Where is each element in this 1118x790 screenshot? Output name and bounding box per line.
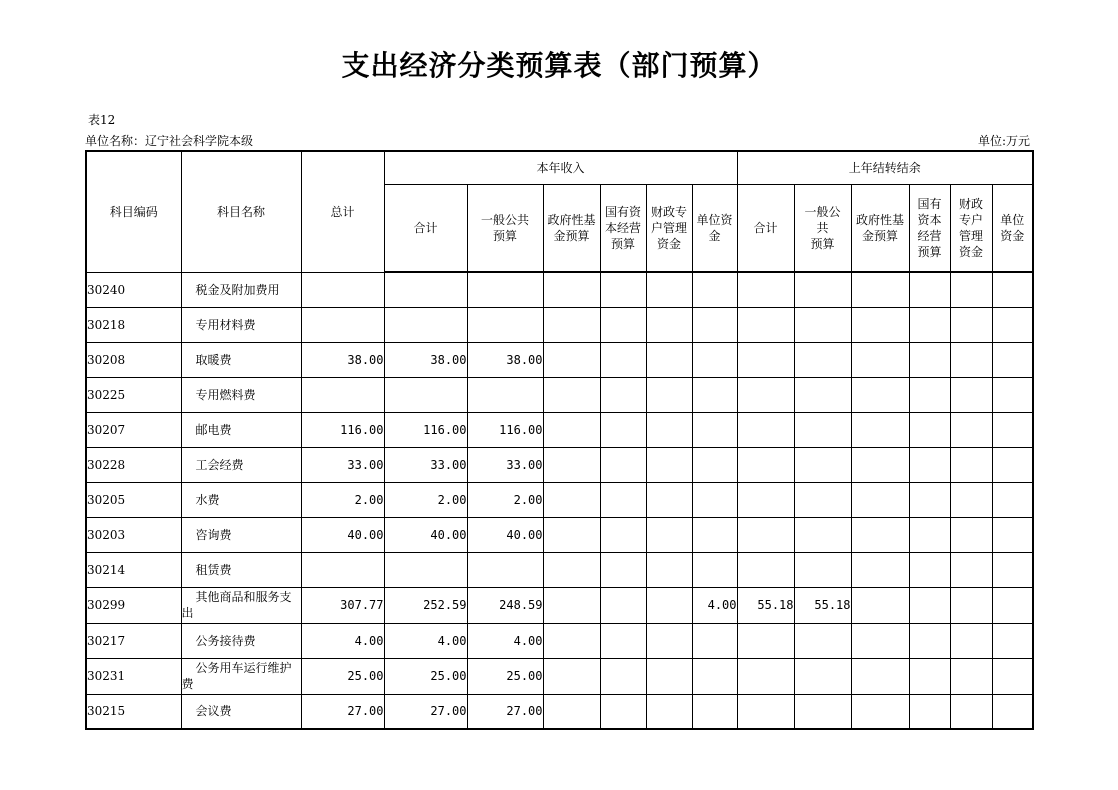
- row-current-value: [600, 587, 646, 623]
- row-carryover-value: [992, 694, 1033, 729]
- row-total: 25.00: [301, 658, 384, 694]
- row-current-value: [646, 377, 692, 412]
- table-row: [86, 342, 1033, 377]
- row-current-value: [692, 412, 737, 447]
- header-current-year-income: 本年收入: [384, 151, 737, 184]
- row-carryover-value: [909, 272, 950, 307]
- row-name: 工会经费: [195, 457, 244, 472]
- row-total: 27.00: [301, 694, 384, 729]
- row-total: 40.00: [301, 517, 384, 552]
- row-name-cell: [181, 342, 301, 377]
- row-carryover-value: [950, 342, 992, 377]
- row-current-value: [543, 552, 600, 587]
- row-current-value: [600, 658, 646, 694]
- table-row: [86, 482, 1033, 517]
- row-carryover-value: [909, 694, 950, 729]
- row-current-value: [543, 482, 600, 517]
- row-current-value: [692, 552, 737, 587]
- row-carryover-value: 55.18: [794, 587, 851, 623]
- row-carryover-value: [794, 272, 851, 307]
- row-carryover-value: [950, 482, 992, 517]
- row-carryover-value: [737, 412, 794, 447]
- row-current-value: 38.00: [384, 342, 467, 377]
- row-name-cell: [181, 482, 301, 517]
- row-carryover-value: [794, 482, 851, 517]
- row-carryover-value: [851, 517, 909, 552]
- budget-table: [85, 150, 1034, 730]
- row-carryover-value: [992, 342, 1033, 377]
- row-current-value: 4.00: [692, 587, 737, 623]
- row-name-cell: [181, 694, 301, 729]
- header-current-col: 财政专 户管理 资金: [646, 184, 692, 272]
- row-current-value: [646, 272, 692, 307]
- row-carryover-value: [992, 552, 1033, 587]
- row-carryover-value: [737, 482, 794, 517]
- row-current-value: [646, 412, 692, 447]
- row-current-value: [600, 517, 646, 552]
- row-name: 税金及附加费用: [195, 282, 280, 297]
- header-current-col: 一般公共 预算: [467, 184, 543, 272]
- row-carryover-value: [794, 552, 851, 587]
- row-name: 咨询费: [195, 527, 232, 542]
- row-carryover-value: [737, 552, 794, 587]
- row-carryover-value: [950, 587, 992, 623]
- row-name: 邮电费: [195, 422, 232, 437]
- row-current-value: 2.00: [467, 482, 543, 517]
- row-name-cell: [181, 552, 301, 587]
- row-code: 30207: [86, 412, 181, 447]
- row-current-value: [543, 694, 600, 729]
- table-row: [86, 447, 1033, 482]
- row-carryover-value: [794, 517, 851, 552]
- row-carryover-value: [909, 447, 950, 482]
- header-carryover-col: 合计: [737, 184, 794, 272]
- row-code: 30299: [86, 587, 181, 623]
- row-carryover-value: [992, 623, 1033, 658]
- row-current-value: [600, 307, 646, 342]
- row-current-value: [646, 482, 692, 517]
- row-carryover-value: [909, 517, 950, 552]
- row-current-value: [384, 272, 467, 307]
- row-current-value: 4.00: [384, 623, 467, 658]
- header-prior-year-carryover: 上年结转结余: [737, 151, 1033, 184]
- row-code: 30208: [86, 342, 181, 377]
- row-carryover-value: [950, 447, 992, 482]
- row-carryover-value: [737, 377, 794, 412]
- row-total: 307.77: [301, 587, 384, 623]
- row-carryover-value: [992, 658, 1033, 694]
- row-current-value: [600, 552, 646, 587]
- row-name: 公务用车运行维护费: [181, 661, 292, 691]
- row-current-value: [600, 377, 646, 412]
- row-current-value: 248.59: [467, 587, 543, 623]
- header-carryover-col: 单位 资金: [992, 184, 1033, 272]
- row-name: 专用材料费: [195, 317, 256, 332]
- row-name: 专用燃料费: [195, 387, 256, 402]
- row-carryover-value: [737, 623, 794, 658]
- row-current-value: [692, 694, 737, 729]
- header-current-col: 国有资 本经营 预算: [600, 184, 646, 272]
- row-total: [301, 272, 384, 307]
- row-carryover-value: [851, 552, 909, 587]
- row-current-value: 116.00: [384, 412, 467, 447]
- row-name-cell: [181, 658, 301, 694]
- header-carryover-col: 政府性基 金预算: [851, 184, 909, 272]
- row-name-cell: [181, 517, 301, 552]
- row-code: 30214: [86, 552, 181, 587]
- row-current-value: [646, 307, 692, 342]
- row-current-value: 4.00: [467, 623, 543, 658]
- row-current-value: [692, 272, 737, 307]
- row-name-cell: [181, 412, 301, 447]
- row-carryover-value: [851, 412, 909, 447]
- row-name-cell: [181, 623, 301, 658]
- row-current-value: [543, 342, 600, 377]
- row-total: [301, 307, 384, 342]
- header-name: 科目名称: [181, 151, 301, 272]
- row-current-value: [692, 623, 737, 658]
- row-total: 38.00: [301, 342, 384, 377]
- row-current-value: [600, 482, 646, 517]
- row-current-value: [646, 587, 692, 623]
- row-current-value: [646, 658, 692, 694]
- row-current-value: [543, 517, 600, 552]
- row-carryover-value: [851, 482, 909, 517]
- row-carryover-value: [909, 552, 950, 587]
- row-carryover-value: [737, 342, 794, 377]
- row-current-value: [692, 482, 737, 517]
- row-carryover-value: [851, 307, 909, 342]
- row-carryover-value: [950, 272, 992, 307]
- row-total: [301, 377, 384, 412]
- row-carryover-value: [851, 587, 909, 623]
- row-current-value: [543, 447, 600, 482]
- row-current-value: [646, 342, 692, 377]
- row-name-cell: [181, 272, 301, 307]
- row-carryover-value: [950, 552, 992, 587]
- row-current-value: [600, 272, 646, 307]
- row-carryover-value: [737, 658, 794, 694]
- row-carryover-value: [950, 623, 992, 658]
- row-carryover-value: [950, 377, 992, 412]
- row-current-value: 27.00: [384, 694, 467, 729]
- row-total: [301, 552, 384, 587]
- row-current-value: [543, 658, 600, 694]
- row-carryover-value: [992, 447, 1033, 482]
- table-row: [86, 517, 1033, 552]
- row-current-value: [384, 307, 467, 342]
- row-name: 租赁费: [195, 562, 232, 577]
- row-carryover-value: [737, 307, 794, 342]
- row-carryover-value: [794, 694, 851, 729]
- row-current-value: [467, 307, 543, 342]
- row-current-value: 2.00: [384, 482, 467, 517]
- row-current-value: [384, 552, 467, 587]
- unit-of-measure: 单位:万元: [977, 134, 1030, 148]
- row-total: 116.00: [301, 412, 384, 447]
- row-total: 33.00: [301, 447, 384, 482]
- row-current-value: 38.00: [467, 342, 543, 377]
- row-current-value: 252.59: [384, 587, 467, 623]
- row-current-value: [600, 412, 646, 447]
- header-code: 科目编码: [86, 151, 181, 272]
- row-name-cell: [181, 307, 301, 342]
- row-current-value: [543, 272, 600, 307]
- row-current-value: [467, 272, 543, 307]
- row-current-value: [543, 412, 600, 447]
- row-carryover-value: [794, 377, 851, 412]
- row-code: 30203: [86, 517, 181, 552]
- row-carryover-value: [737, 694, 794, 729]
- table-row: [86, 587, 1033, 623]
- row-current-value: [467, 552, 543, 587]
- row-current-value: [646, 694, 692, 729]
- row-carryover-value: 55.18: [737, 587, 794, 623]
- row-current-value: [600, 623, 646, 658]
- row-carryover-value: [909, 587, 950, 623]
- table-number: 表12: [88, 113, 116, 127]
- page-title: 支出经济分类预算表（部门预算）: [341, 49, 777, 82]
- row-current-value: 25.00: [467, 658, 543, 694]
- row-current-value: [692, 377, 737, 412]
- row-current-value: 40.00: [467, 517, 543, 552]
- row-carryover-value: [950, 658, 992, 694]
- row-name-cell: [181, 587, 301, 623]
- table-row: [86, 377, 1033, 412]
- row-carryover-value: [909, 482, 950, 517]
- row-current-value: 33.00: [384, 447, 467, 482]
- table-row: [86, 694, 1033, 729]
- row-current-value: [543, 377, 600, 412]
- row-current-value: 40.00: [384, 517, 467, 552]
- table-row: [86, 552, 1033, 587]
- row-name: 取暖费: [195, 352, 232, 367]
- row-carryover-value: [851, 694, 909, 729]
- row-current-value: [600, 342, 646, 377]
- row-carryover-value: [992, 272, 1033, 307]
- row-current-value: [692, 307, 737, 342]
- row-current-value: 25.00: [384, 658, 467, 694]
- row-current-value: [692, 517, 737, 552]
- header-current-col: 政府性基 金预算: [543, 184, 600, 272]
- row-current-value: 33.00: [467, 447, 543, 482]
- unit-name: 单位名称：辽宁社会科学院本级: [85, 134, 254, 148]
- row-carryover-value: [851, 623, 909, 658]
- row-name: 水费: [195, 492, 220, 507]
- row-current-value: 27.00: [467, 694, 543, 729]
- row-carryover-value: [992, 377, 1033, 412]
- row-code: 30231: [86, 658, 181, 694]
- row-carryover-value: [950, 412, 992, 447]
- row-current-value: [692, 447, 737, 482]
- row-carryover-value: [909, 658, 950, 694]
- table-row: [86, 307, 1033, 342]
- row-code: 30205: [86, 482, 181, 517]
- row-carryover-value: [794, 412, 851, 447]
- row-current-value: [384, 377, 467, 412]
- table-row: [86, 412, 1033, 447]
- row-current-value: [467, 377, 543, 412]
- row-carryover-value: [909, 342, 950, 377]
- row-current-value: [543, 623, 600, 658]
- row-carryover-value: [851, 272, 909, 307]
- row-current-value: [692, 658, 737, 694]
- row-current-value: 116.00: [467, 412, 543, 447]
- row-code: 30240: [86, 272, 181, 307]
- table-row: [86, 272, 1033, 307]
- row-carryover-value: [794, 307, 851, 342]
- row-carryover-value: [851, 377, 909, 412]
- row-carryover-value: [794, 447, 851, 482]
- row-name-cell: [181, 377, 301, 412]
- row-code: 30218: [86, 307, 181, 342]
- header-current-col: 合计: [384, 184, 467, 272]
- row-carryover-value: [737, 272, 794, 307]
- row-name: 公务接待费: [195, 633, 256, 648]
- row-carryover-value: [992, 517, 1033, 552]
- row-carryover-value: [992, 412, 1033, 447]
- table-row: [86, 623, 1033, 658]
- row-name: 其他商品和服务支出: [181, 590, 292, 620]
- row-carryover-value: [794, 658, 851, 694]
- header-total: 总计: [301, 151, 384, 272]
- row-carryover-value: [909, 377, 950, 412]
- row-name: 会议费: [195, 704, 232, 719]
- row-total: 4.00: [301, 623, 384, 658]
- row-name-cell: [181, 447, 301, 482]
- row-carryover-value: [950, 517, 992, 552]
- row-current-value: [692, 342, 737, 377]
- row-carryover-value: [851, 447, 909, 482]
- row-carryover-value: [992, 587, 1033, 623]
- header-carryover-col: 一般公 共 预算: [794, 184, 851, 272]
- row-carryover-value: [794, 623, 851, 658]
- row-code: 30228: [86, 447, 181, 482]
- row-carryover-value: [851, 342, 909, 377]
- header-current-col: 单位资 金: [692, 184, 737, 272]
- row-current-value: [600, 694, 646, 729]
- table-row: [86, 658, 1033, 694]
- row-carryover-value: [909, 307, 950, 342]
- row-carryover-value: [950, 694, 992, 729]
- row-carryover-value: [992, 482, 1033, 517]
- row-carryover-value: [794, 342, 851, 377]
- row-current-value: [646, 447, 692, 482]
- header-carryover-col: 财政 专户 管理 资金: [950, 184, 992, 272]
- header-carryover-col: 国有 资本 经营 预算: [909, 184, 950, 272]
- row-carryover-value: [992, 307, 1033, 342]
- row-current-value: [646, 552, 692, 587]
- row-carryover-value: [950, 307, 992, 342]
- row-carryover-value: [737, 517, 794, 552]
- row-current-value: [646, 517, 692, 552]
- row-current-value: [543, 587, 600, 623]
- row-carryover-value: [909, 623, 950, 658]
- row-code: 30215: [86, 694, 181, 729]
- row-carryover-value: [909, 412, 950, 447]
- row-current-value: [600, 447, 646, 482]
- row-current-value: [543, 307, 600, 342]
- row-current-value: [646, 623, 692, 658]
- row-code: 30225: [86, 377, 181, 412]
- row-carryover-value: [851, 658, 909, 694]
- row-carryover-value: [737, 447, 794, 482]
- row-total: 2.00: [301, 482, 384, 517]
- row-code: 30217: [86, 623, 181, 658]
